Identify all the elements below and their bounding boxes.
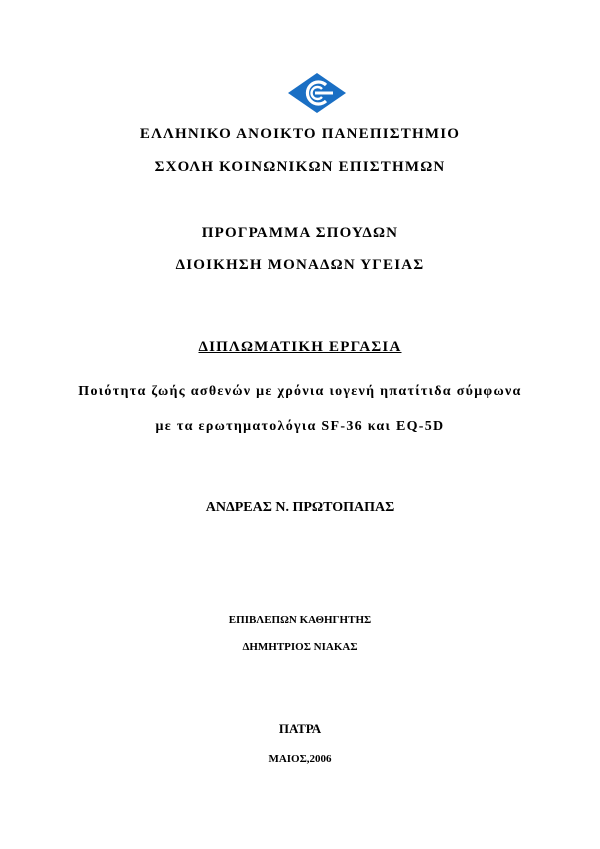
author-name: ΑΝΔΡΕΑΣ Ν. ΠΡΩΤΟΠΑΠΑΣ xyxy=(205,500,395,515)
program-label: ΠΡΟΓΡΑΜΜΑ ΣΠΟΥΔΩΝ xyxy=(201,225,399,241)
thesis-title-line-2: με τα ερωτηματολόγια SF-36 και EQ-5D xyxy=(155,419,445,434)
school-name: ΣΧΟΛΗ ΚΟΙΝΩΝΙΚΩΝ ΕΠΙΣΤΗΜΩΝ xyxy=(154,159,446,175)
thesis-title-line-1: Ποιότητα ζωής ασθενών με χρόνια ιογενή ηπατίτιδα σύμφωνα xyxy=(78,384,522,399)
program-name: ΔΙΟΙΚΗΣΗ ΜΟΝΑΔΩΝ ΥΓΕΙΑΣ xyxy=(175,257,425,273)
supervisor-name: ΔΗΜΗΤΡΙΟΣ ΝΙΑΚΑΣ xyxy=(242,641,358,653)
university-logo-icon xyxy=(287,72,347,114)
date: ΜΑΙΟΣ,2006 xyxy=(268,753,332,765)
university-name: ΕΛΛΗΝΙΚΟ ΑΝΟΙΚΤΟ ΠΑΝΕΠΙΣΤΗΜΙΟ xyxy=(139,126,461,142)
thesis-type-heading: ΔΙΠΛΩΜΑΤΙΚΗ ΕΡΓΑΣΙΑ xyxy=(198,339,402,355)
city: ΠΑΤΡΑ xyxy=(278,721,322,736)
supervisor-label: ΕΠΙΒΛΕΠΩΝ ΚΑΘΗΓΗΤΗΣ xyxy=(228,614,372,626)
